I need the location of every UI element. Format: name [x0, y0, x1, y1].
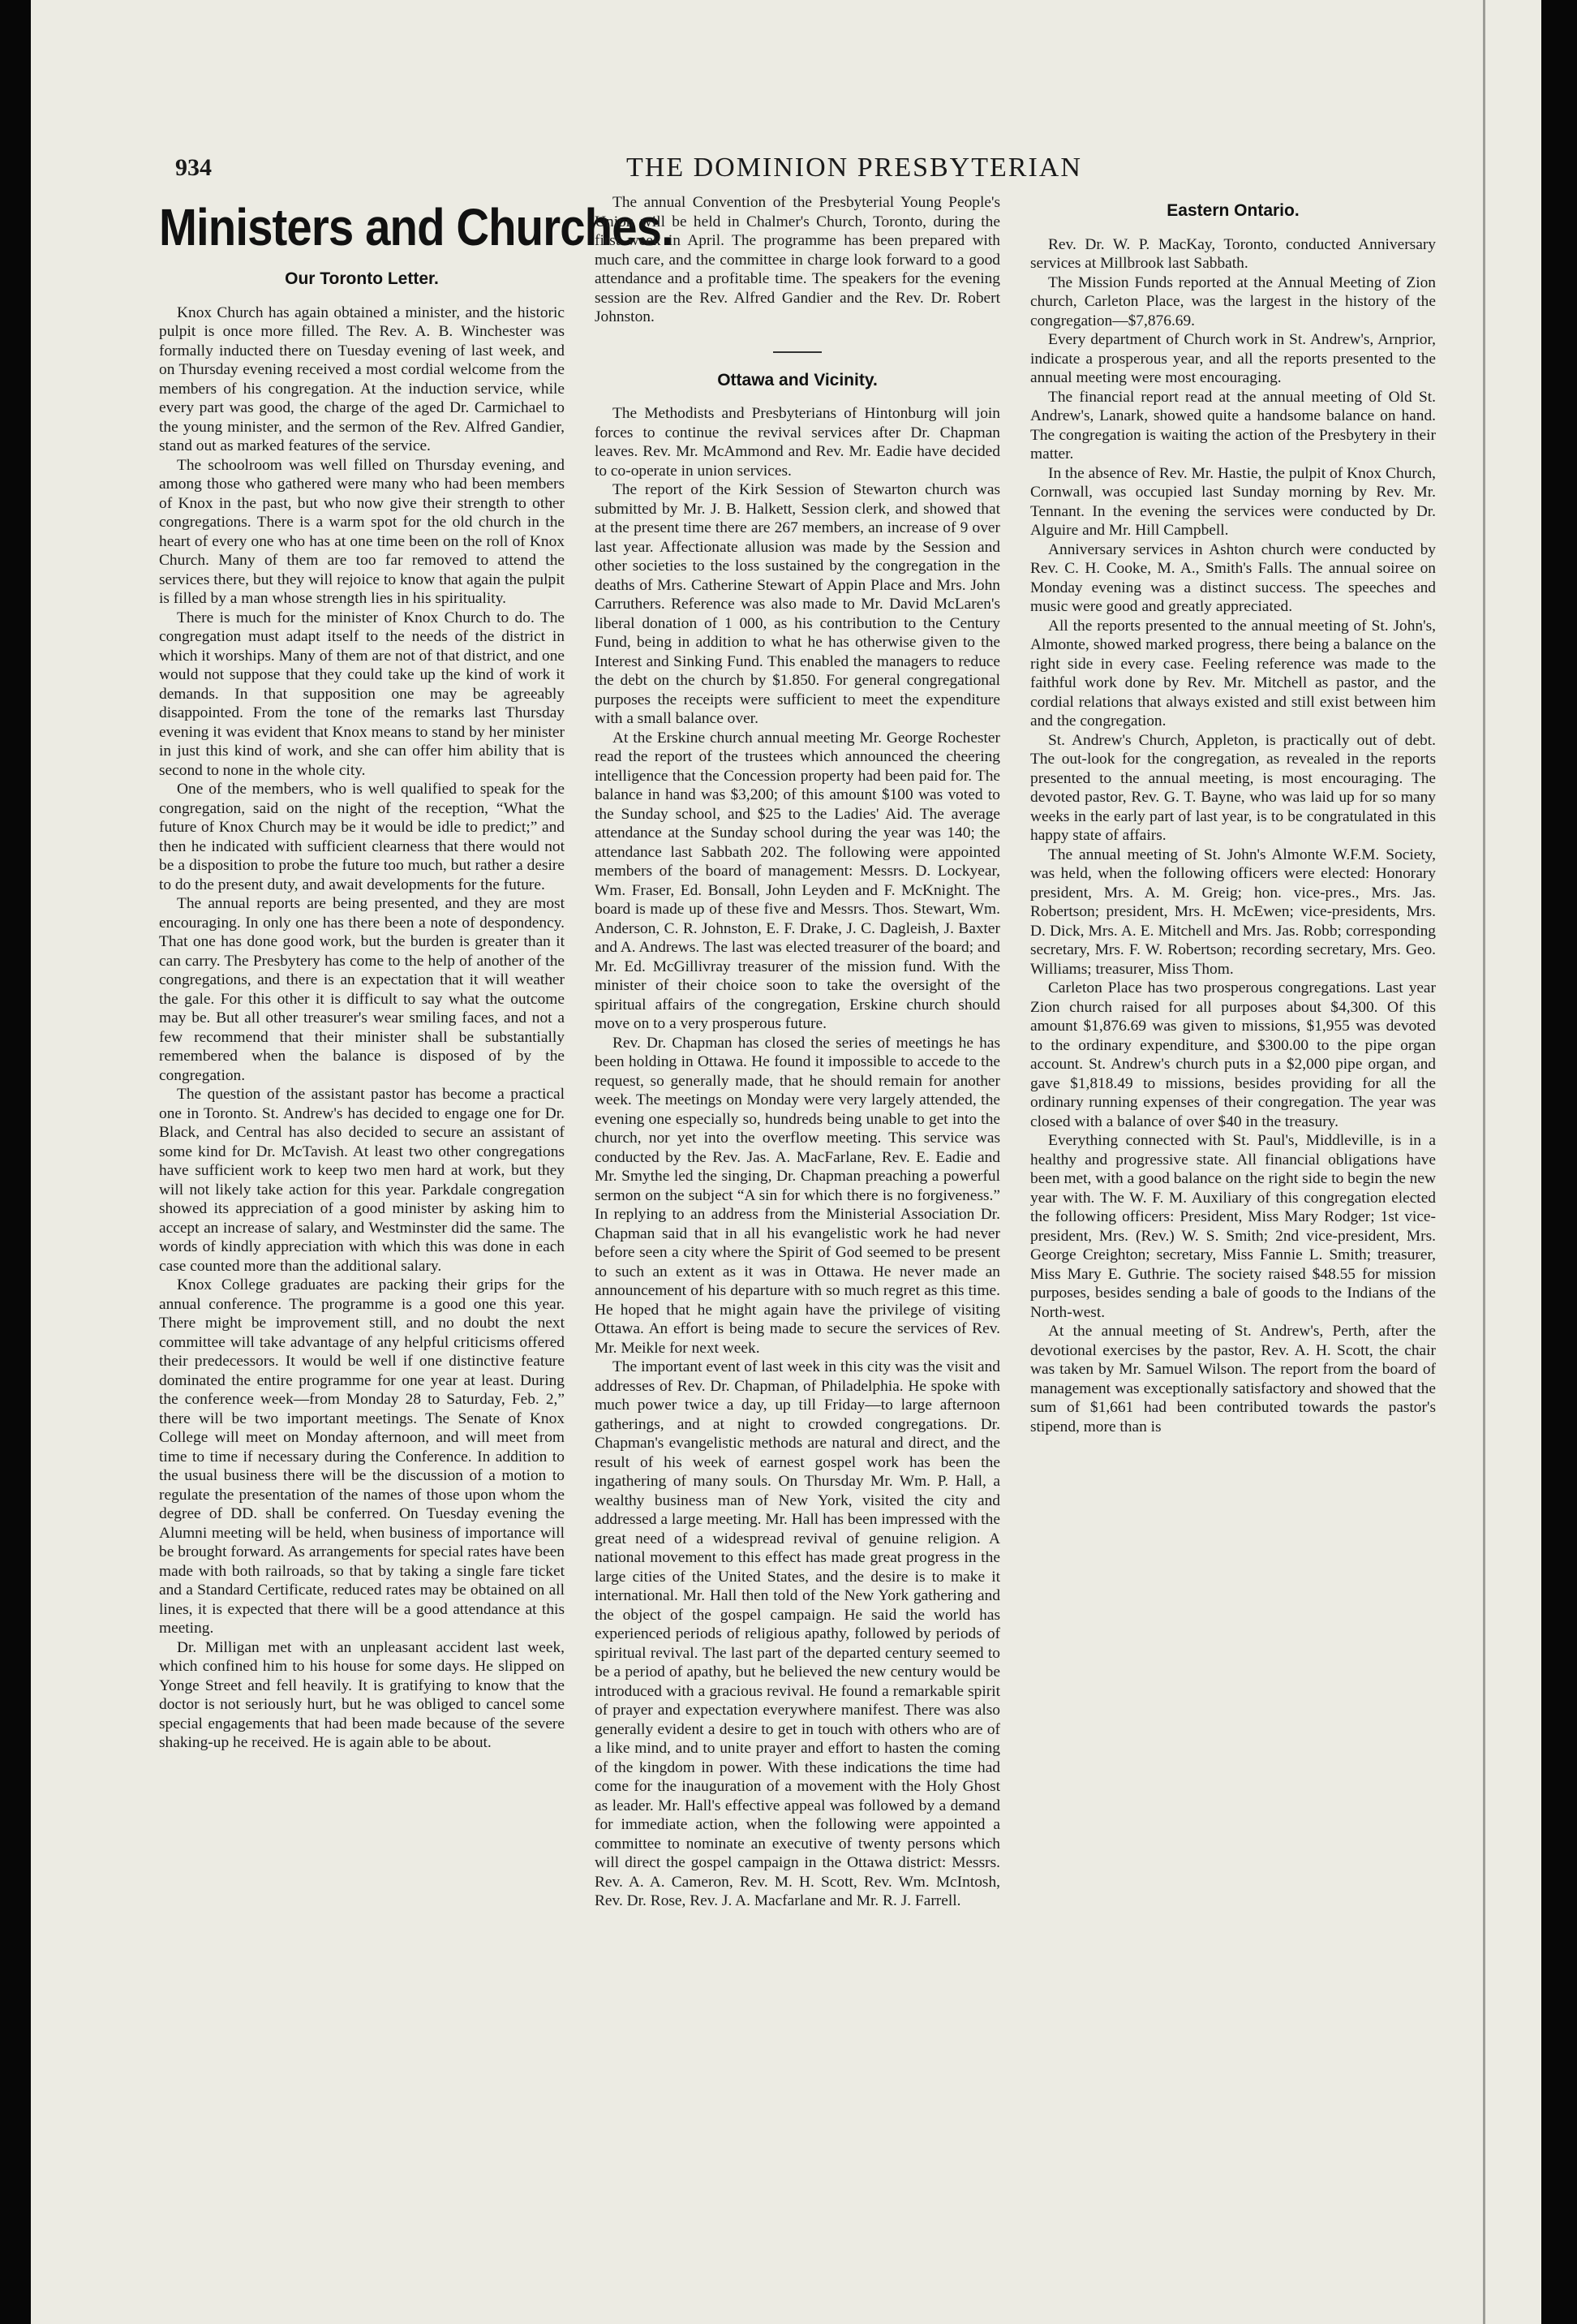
article-paragraph: All the reports presented to the annual meeting of St. John's, Almonte, showed marked progress, there being a balance on the right side in every case. Feeling reference was made to the faithful work done by Rev. Mr. Mitchell as pastor, and the cordial relations that always existed and still exist between him and the congregation.: [1030, 617, 1436, 729]
section-divider: [773, 351, 822, 353]
article-paragraph: The report of the Kirk Session of Stewarton church was submitted by Mr. J. B. Halkett, Session clerk, and showed that at the present time there are 267 members, an increase of 9 over last year. Affectionate allusion was made by the Session and other societies to the loss sustained by the congregation in the deaths of Mrs. Catherine Stewart of Appin Place and Mrs. John Carruthers. Reference was also made to Mr. David McLaren's liberal donation of 1 000, as his contribution to the Century Fund, being in addition to what he has otherwise given to the Interest and Sinking Fund. This enabled the managers to reduce the debt on the church by $1.850. For general congregational purposes the receipts were sufficient to meet the expenditure with a small balance over.: [595, 481, 1000, 727]
column-2: [595, 193, 1000, 2295]
section-heading-toronto: Our Toronto Letter.: [285, 269, 439, 288]
article-paragraph: Knox College graduates are packing their grips for the annual conference. The programme is a good one this year. There might be improvement still, and no doubt the next committee will take advantage of any helpful criticisms offered their predecessors. It would be well if one distinctive feature dominated the entire programme for one year at least. During the conference week—from Monday 28 to Saturday, Feb. 2,” there will be two important meetings. The Senate of Knox College will meet on Monday afternoon, and will meet from time to time if necessary during the Conference. In addition to the usual business there will be the discussion of a motion to regulate the presentation of the names of those upon whom the degree of DD. shall be conferred. On Tuesday evening the Alumni meeting will be held, when business of importance will be brought forward. As arrangements for special rates have been made with both railroads, so that by taking a single fare ticket and a Standard Certificate, reduced rates may be obtained on all lines, it is expected that there will be a good attendance at this meeting.: [159, 1276, 565, 1637]
article-paragraph: The question of the assistant pastor has become a practical one in Toronto. St. Andrew's has decided to engage one for Dr. Black, and Central has also decided to secure an assistant of some kind for Dr. McTavish. At least two other congregations have sufficient work to keep two men hard at work, but they will not likely take action for this year. Parkdale congregation showed its appreciation of a good minister by asking him to accept an increase of salary, and Westminster did the same. The words of kindly appreciation with which this was done in each case counted more than the additional salary.: [159, 1086, 565, 1275]
column-3: [1030, 193, 1436, 2295]
article-paragraph: The financial report read at the annual meeting of Old St. Andrew's, Lanark, showed quite a handsome balance on hand. The congregation is waiting the action of the Presbytery in their matter.: [1030, 388, 1436, 463]
article-paragraph: There is much for the minister of Knox Church to do. The congregation must adapt itself to the needs of the district in which it worships. Many of them are not of that district, and one would not suppose that they could take up the kind of work it demands. In that supposition one may be agreeably disappointed. From the tone of the remarks last Thursday evening it was evident that Knox means to stand by her minister in just this kind of work, and she can offer him ability that is second to none in the whole city.: [159, 609, 565, 779]
article-paragraph: The important event of last week in this city was the visit and addresses of Rev. Dr. Chapman, of Philadelphia. He spoke with much power twice a day, up till Friday—to large afternoon gatherings, and at night to crowded congregations. Dr. Chapman's evangelistic methods are natural and direct, and the result of his week of earnest gospel work has been the ingathering of many souls. On Thursday Mr. Wm. P. Hall, a wealthy business man of New York, visited the city and addressed a large meeting. Mr. Hall has been impressed with the great need of a widespread revival of genuine religion. A national movement to this effect has made great progress in the large cities of the United States, and the desire is to make it international. Mr. Hall then told of the New York gathering and the object of the gospel campaign. He said the world has experienced periods of religious apathy, followed by periods of spiritual revival. The last part of the departed century seemed to be a period of apathy, but he believed the new century would be introduced with a gracious revival. He found a remarkable spirit of prayer and expectation everywhere manifest. There was also generally evident a desire to get in touch with others who are of a like mind, and to unite prayer and effort to hasten the coming of the kingdom in power. With these indications the time had come for the inauguration of a movement with the Holy Ghost as leader. Mr. Hall's effective appeal was followed by a demand for immediate action, when the following were appointed a committee to nominate an executive of twenty persons which will direct the gospel campaign in the Ottawa district: Messrs. Rev. A. A. Cameron, Rev. M. H. Scott, Rev. Wm. McIntosh, Rev. Dr. Rose, Rev. J. A. Macfarlane and Mr. R. J. Farrell.: [595, 1358, 1000, 1909]
article-paragraph: The annual reports are being presented, and they are most encouraging. In only one has there been a note of despondency. That one has done good work, but the burden is greater than it can carry. The Presbytery has come to the help of another of the congregations, and there is an expectation that it will weather the gale. For this other it is difficult to say what the outcome may be. But all other treasurer's wear smiling faces, and not a few recommend that their minister shall be substantially remembered when the balance is disposed of by the congregation.: [159, 895, 565, 1084]
article-paragraph: Rev. Dr. Chapman has closed the series of meetings he has been holding in Ottawa. He found it impossible to accede to the request, so generally made, that he should remain for another week. The meetings on Monday were very largely attended, the evening one especially so, hundreds being unable to get into the church, nor yet into the overflow meeting. This service was conducted by the Rev. Jas. A. MacFarlane, Rev. E. Eadie and Mr. Smythe led the singing, Dr. Chapman preaching a powerful sermon on the subject “A sin for which there is no forgiveness.” In replying to an address from the Ministerial Association Dr. Chapman said that in all his evangelistic work he had never before seen a city where the Spirit of God seemed to be present to such an extent as it was in Ottawa. He never made an announcement of his departure with so much regret as this time. He hoped that he might again have the privilege of visiting Ottawa. An effort is being made to secure the services of Rev. Mr. Meikle for next week.: [595, 1034, 1000, 1357]
article-paragraph: The schoolroom was well filled on Thursday evening, and among those who gathered were many who had been members of Knox in the past, but who now give their strength to other congregations. There is a warm spot for the old church in the heart of every one who has at one time been on the roll of Knox Church. Many of them are too far removed to attend the services there, but they will rejoice to know that again the pulpit is filled by a man whose strength lies in his spirituality.: [159, 456, 565, 607]
page-edge-rule: [1483, 0, 1485, 2324]
running-title: THE DOMINION PRESBYTERIAN: [626, 153, 1082, 183]
article-paragraph: Carleton Place has two prosperous congregations. Last year Zion church raised for all purposes about $4,300. Of this amount $1,876.69 was given to missions, $1,955 was devoted to the ordinary expenditure, and $300.00 to the pipe organ account. St. Andrew's church puts in a $2,000 pipe organ, and gave $1,818.49 to missions, besides providing for all the ordinary running expenses of their congregation. The year was closed with a balance of over $40 in the treasury.: [1030, 979, 1436, 1130]
article-paragraph: The Methodists and Presbyterians of Hintonburg will join forces to continue the revival services after Dr. Chapman leaves. Rev. Mr. McAmmond and Rev. Mr. Eadie have decided to co-operate in union services.: [595, 405, 1000, 480]
article-paragraph: Everything connected with St. Paul's, Middleville, is in a healthy and progressive state. All financial obligations have been met, with a good balance on the right side to begin the new year with. The W. F. M. Auxiliary of this congregation elected the following officers: President, Miss Mary Rodger; 1st vice-president, Mrs. (Rev.) W. S. Smith; 2nd vice-president, Mrs. George Creighton; secretary, Miss Fannie L. Smith; treasurer, Miss Mary E. Guthrie. The society raised $48.55 for mission purposes, besides sending a bale of goods to the Indians of the North-west.: [1030, 1132, 1436, 1321]
article-paragraph: At the Erskine church annual meeting Mr. George Rochester read the report of the trustees which announced the cheering intelligence that the Concession property had been paid for. The balance in hand was $3,200; of this amount $100 was voted to the Sunday school, and $25 to the Ladies' Aid. The average attendance at the Sunday school during the year was 140; the attendance last Sabbath 202. The following were appointed members of the board of management: Messrs. D. Lockyear, Wm. Fraser, Ed. Bonsall, John Leyden and F. McKnight. The board is made up of these five and Messrs. Thos. Stewart, Wm. Anderson, C. R. Johnston, E. F. Drake, J. C. Dagleish, J. Baxter and A. Andrews. The last was elected treasurer of the board; and Mr. Ed. McGillivray treasurer of the mission fund. With the minister of their choice soon to take the oversight of the spiritual affairs of the congregation, Erskine church should move on to a very prosperous future.: [595, 729, 1000, 1032]
article-paragraph: Every department of Church work in St. Andrew's, Arnprior, indicate a prosperous year, and all the reports presented to the annual meeting were most encouraging.: [1030, 331, 1436, 386]
article-paragraph: In the absence of Rev. Mr. Hastie, the pulpit of Knox Church, Cornwall, was occupied last Sunday morning by Rev. Mr. Tennant. In the evening the services were conducted by Dr. Alguire and Mr. Hill Campbell.: [1030, 464, 1436, 539]
article-paragraph: Knox Church has again obtained a minister, and the historic pulpit is once more filled. The Rev. A. B. Winchester was formally inducted there on Tuesday evening of last week, and on Thursday evening received a most cordial welcome from the members of his congregation. At the induction service, while every part was good, the charge of the aged Dr. Carmichael to the young minister, and the sermon of the Rev. Alfred Gandier, stand out as marked features of the service.: [159, 303, 565, 454]
page-number: 934: [175, 154, 212, 181]
article-paragraph: Dr. Milligan met with an unpleasant accident last week, which confined him to his house for some days. He slipped on Yonge Street and fell heavily. It is gratifying to know that the doctor is not seriously hurt, but he was obliged to cancel some special engagements that had been made because of the severe shaking-up he received. He is again able to be about.: [159, 1638, 565, 1751]
section-heading-ottawa: Ottawa and Vicinity.: [717, 370, 878, 389]
article-paragraph: Anniversary services in Ashton church were conducted by Rev. C. H. Cooke, M. A., Smith's Falls. The annual soiree on Monday evening was a distinct success. The speeches and music were good and greatly appreciated.: [1030, 540, 1436, 615]
article-paragraph: The annual meeting of St. John's Almonte W.F.M. Society, was held, when the following officers were elected: Honorary president, Mrs. A. M. Greig; hon. vice-pres., Mrs. Jas. Robertson; president, Mrs. H. McEwen; vice-presidents, Mrs. D. Dick, Mrs. A. E. Mitchell and Mrs. Jas. Robb; corresponding secretary, Mrs. F. W. Robertson; recording secretary, Mrs. Geo. Williams; treasurer, Miss Thom.: [1030, 846, 1436, 978]
article-paragraph: St. Andrew's Church, Appleton, is practically out of debt. The out-look for the congregation, as revealed in the reports presented to the annual meeting, is most encouraging. The devoted pastor, Rev. G. T. Bayne, who was laid up for so many weeks in the early part of last year, is to be congratulated in this happy state of affairs.: [1030, 731, 1436, 844]
article-paragraph: One of the members, who is well qualified to speak for the congregation, said on the night of the reception, “What the future of Knox Church may be it would be idle to predict;” and then he indicated with sufficient clearness that there would not be a disposition to probe the future too much, but rather a desire to do the present duty, and await developments for the future.: [159, 781, 565, 893]
article-paragraph: The Mission Funds reported at the Annual Meeting of Zion church, Carleton Place, was the largest in the history of the congregation—$7,876.69.: [1030, 273, 1436, 329]
section-heading-eastern: Eastern Ontario.: [1167, 201, 1300, 220]
column-1: [159, 193, 673, 2295]
article-paragraph: The annual Convention of the Presbyterial Young People's Union will be held in Chalmer's Church, Toronto, during the first week in April. The programme has been prepared with much care, and the committee in charge look forward to a good attendance and a profitable time. The speakers for the evening session are the Rev. Alfred Gandier and the Rev. Dr. Robert Johnston.: [595, 194, 1000, 325]
masthead-title: Ministers and Churches.: [159, 198, 673, 256]
article-paragraph: At the annual meeting of St. Andrew's, Perth, after the devotional exercises by the pastor, Rev. A. H. Scott, the chair was taken by Mr. Samuel Wilson. The report from the board of management was exceptionally satisfactory and showed that the sum of $1,661 had been contributed towards the pastor's stipend, more than is: [1030, 1323, 1436, 1435]
newspaper-page: [31, 0, 1541, 2324]
article-paragraph: Rev. Dr. W. P. MacKay, Toronto, conducted Anniversary services at Millbrook last Sabbath.: [1030, 235, 1436, 272]
